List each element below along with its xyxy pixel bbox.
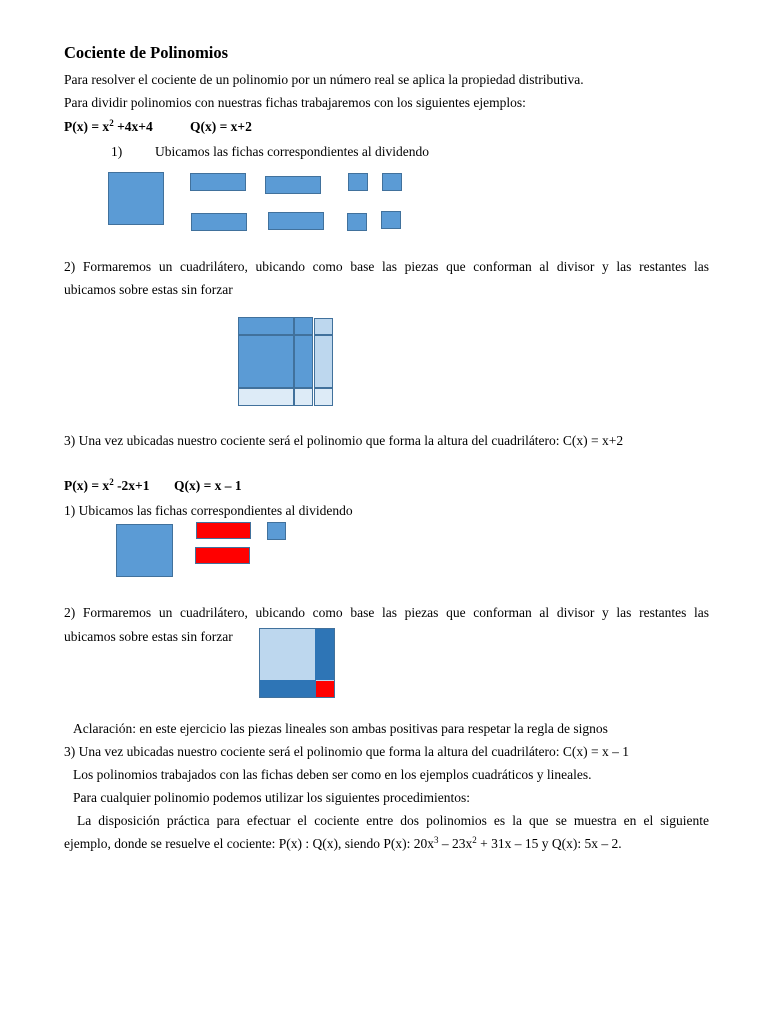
closing-paragraph-1: Los polinomios trabajados con las fichas deben ser como en los ejemplos cuadráticos y lineales. — [73, 767, 592, 782]
tile-x — [294, 335, 313, 388]
tile-x — [238, 388, 294, 406]
tile-unit — [348, 173, 368, 191]
tile-x-squared — [238, 335, 294, 388]
closing-paragraph-2: Para cualquier polinomio podemos utilizar los siguientes procedimientos: — [73, 790, 471, 805]
tile-unit — [381, 211, 401, 229]
tile-unit — [314, 388, 333, 406]
example2-polynomial-q: Q(x) = x – 1 — [174, 478, 242, 493]
example1-polynomial-q: Q(x) = x+2 — [190, 119, 252, 134]
intro-paragraph-2: Para dividir polinomios con nuestras fichas trabajaremos con los siguientes ejemplos: — [64, 95, 526, 110]
tile-x-squared — [116, 524, 173, 577]
tile-unit — [294, 317, 313, 335]
tile-x — [265, 176, 321, 194]
tile-negative-x — [195, 547, 250, 564]
example1-step2-text: 2) Formaremos un cuadrilátero, ubicando como base las piezas que conforman al divisor y las restantes las — [64, 259, 709, 274]
example2-step2-text: 2) Formaremos un cuadrilátero, ubicando como base las piezas que conforman al divisor y las restantes las — [64, 605, 709, 620]
intro-paragraph: Para resolver el cociente de un polinomio por un número real se aplica la propiedad distributiva. — [64, 72, 584, 87]
closing-paragraph-3: La disposición práctica para efectuar el cociente entre dos polinomios es la que se muestra en el siguiente — [77, 813, 709, 828]
example2-step1-text: 1) Ubicamos las fichas correspondientes al dividendo — [64, 503, 353, 518]
tile-x — [260, 680, 316, 697]
tile-unit — [347, 213, 367, 231]
example1-step3-text: 3) Una vez ubicadas nuestro cociente será el polinomio que forma la altura del cuadrilátero: C(x) = x+2 — [64, 433, 624, 448]
tile-x-squared — [108, 172, 164, 225]
tile-x — [190, 173, 246, 191]
tile-negative-x — [196, 522, 251, 539]
page-title: Cociente de Polinomios — [64, 43, 229, 62]
example1-step1-number: 1) — [111, 144, 123, 159]
tile-unit — [382, 173, 402, 191]
example1-step2-text-cont: ubicamos sobre estas sin forzar — [64, 282, 233, 297]
tile-x — [238, 317, 294, 335]
tile-unit — [294, 388, 313, 406]
tile-x — [315, 629, 334, 680]
tile-unit — [267, 522, 286, 540]
tile-unit — [316, 681, 334, 697]
example1-polynomial-p: $P(x) = x^2 +4x+4$ — [64, 118, 153, 134]
tile-x — [191, 213, 247, 231]
example2-polynomial-p: $P(x) = x^2$ -2x+1 — [64, 477, 150, 493]
tile-x — [314, 335, 333, 388]
closing-paragraph-3-cont: ejemplo, donde se resuelve el cociente: P(x) : Q(x), siendo P(x): $20x^3 - 23x^2 + 31x - 15$ y Q(x): 5x – 2. — [64, 835, 622, 851]
example1-step1-text: Ubicamos las fichas correspondientes al dividendo — [155, 144, 430, 159]
example2-step2-text-cont: ubicamos sobre estas sin forzar — [64, 629, 233, 644]
example2-step3-text: 3) Una vez ubicadas nuestro cociente será el polinomio que forma la altura del cuadrilátero: C(x) = x – 1 — [64, 744, 630, 759]
tile-x — [268, 212, 324, 230]
tile-unit — [314, 318, 333, 335]
example2-note: Aclaración: en este ejercicio las piezas lineales son ambas positivas para respetar la regla de signos — [73, 721, 608, 736]
